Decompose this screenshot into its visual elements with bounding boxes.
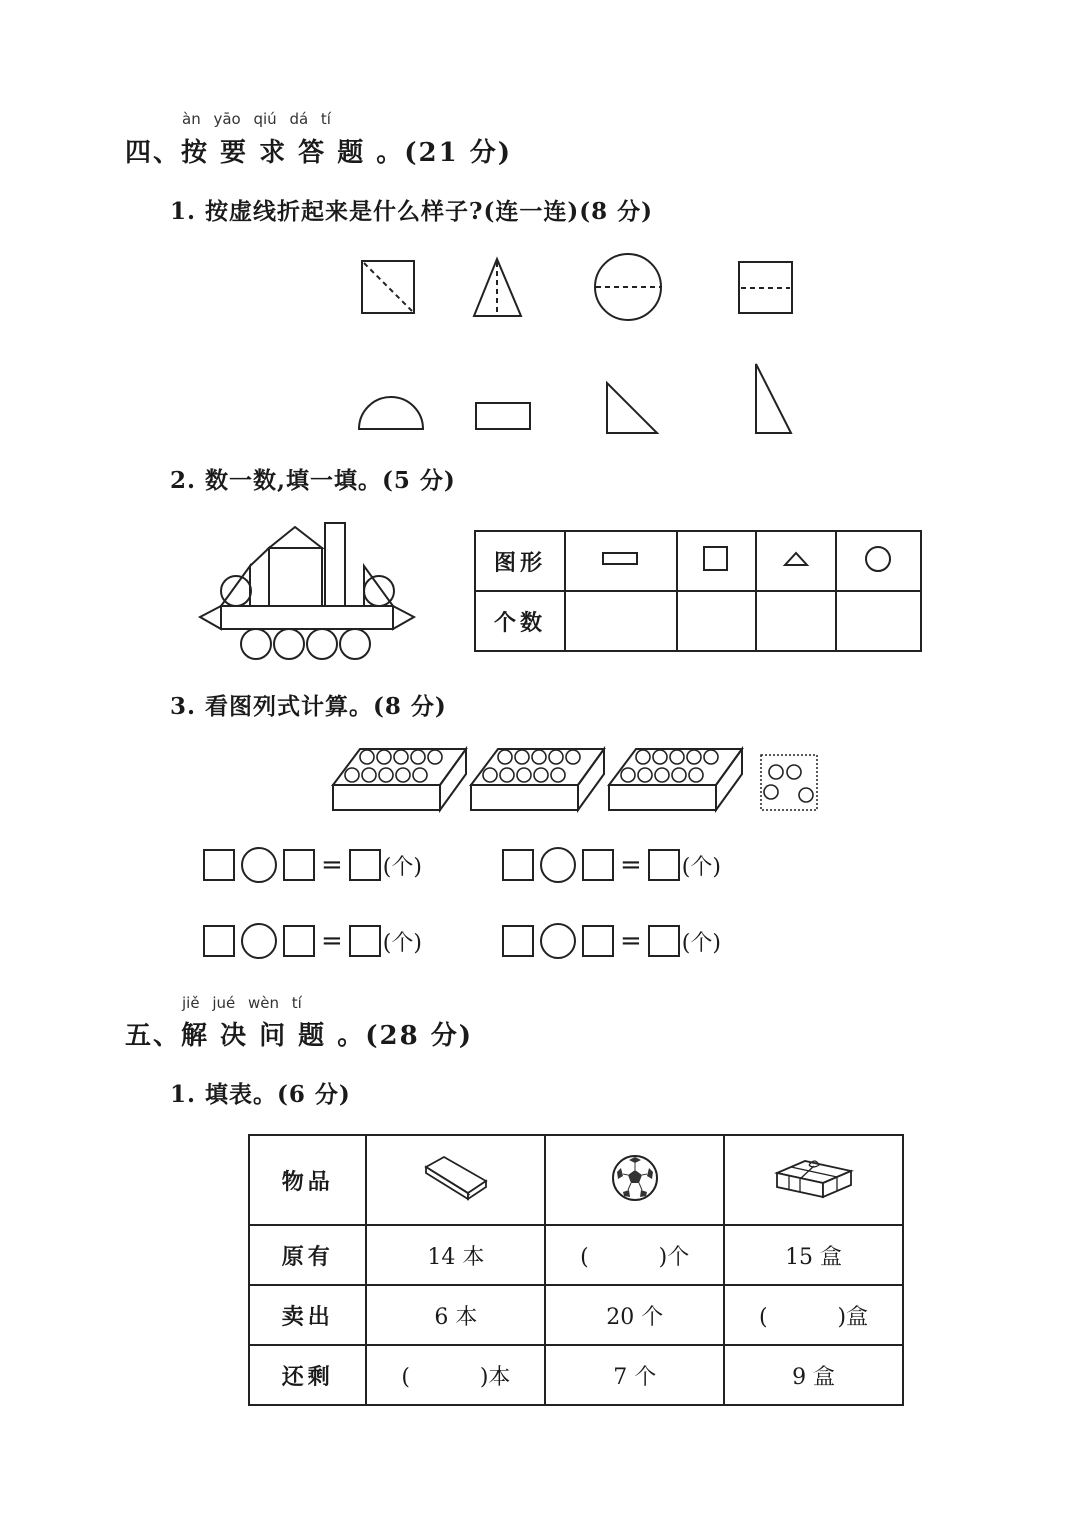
equals-sign: = — [620, 850, 642, 880]
section5-pinyin: jiě jué wèn tí — [182, 994, 302, 1012]
answer-box[interactable] — [349, 849, 381, 881]
book-cell — [366, 1135, 545, 1225]
equation-2 — [502, 847, 721, 883]
football-icon — [609, 1152, 661, 1204]
q2-title: 2. 数一数,填一填。(5 分) — [170, 467, 456, 494]
unit-label: (个) — [681, 930, 721, 956]
gift-box-icon — [775, 1155, 853, 1201]
answer-box[interactable] — [648, 849, 680, 881]
row-label: 原有 — [249, 1225, 366, 1285]
answer-box[interactable] — [502, 849, 534, 881]
unit-label: (个) — [382, 930, 422, 956]
fill-in-blank[interactable]: ( )个 — [545, 1225, 724, 1285]
fill-in-blank[interactable]: ( )盒 — [724, 1285, 903, 1345]
equals-sign: = — [620, 926, 642, 956]
table-cell: 7 个 — [545, 1345, 724, 1405]
fill-in-blank[interactable]: ( )本 — [366, 1345, 545, 1405]
answer-box[interactable] — [203, 925, 235, 957]
inventory-table — [248, 1134, 904, 1406]
equation-4 — [502, 923, 721, 959]
table-cell: 15 盒 — [724, 1225, 903, 1285]
q1-title: 1. 按虚线折起来是什么样子?(连一连)(8 分) — [170, 198, 654, 225]
answer-box[interactable] — [502, 925, 534, 957]
equals-sign: = — [321, 926, 343, 956]
section5-q1-title: 1. 填表。(6 分) — [170, 1081, 351, 1108]
answer-box[interactable] — [349, 925, 381, 957]
row-label: 还剩 — [249, 1345, 366, 1405]
equals-sign: = — [321, 850, 343, 880]
section4-title: 四、按 要 求 答 题 。(21 分) — [125, 138, 513, 168]
section5-title: 五、解 决 问 题 。(28 分) — [125, 1021, 474, 1051]
unit-label: (个) — [382, 854, 422, 880]
table-cell: 6 本 — [366, 1285, 545, 1345]
operator-circle[interactable] — [241, 923, 277, 959]
operator-circle[interactable] — [540, 923, 576, 959]
operator-circle[interactable] — [241, 847, 277, 883]
operator-circle[interactable] — [540, 847, 576, 883]
answer-box[interactable] — [582, 849, 614, 881]
count-header: 个数 — [475, 591, 565, 651]
answer-box[interactable] — [582, 925, 614, 957]
answer-box[interactable] — [283, 925, 315, 957]
egg-tray-icon — [333, 749, 466, 810]
unit-label: (个) — [681, 854, 721, 880]
q3-title: 3. 看图列式计算。(8 分) — [170, 693, 447, 720]
section4-pinyin: àn yāo qiú dá tí — [182, 110, 331, 128]
answer-box[interactable] — [648, 925, 680, 957]
table-cell: 20 个 — [545, 1285, 724, 1345]
equation-1 — [203, 847, 422, 883]
gift-box-cell — [724, 1135, 903, 1225]
item-header: 物品 — [249, 1135, 366, 1225]
book-icon — [424, 1155, 488, 1201]
equation-3 — [203, 923, 422, 959]
shape-header: 图形 — [475, 531, 565, 591]
row-label: 卖出 — [249, 1285, 366, 1345]
table-cell: 14 本 — [366, 1225, 545, 1285]
answer-box[interactable] — [203, 849, 235, 881]
table-cell: 9 盒 — [724, 1345, 903, 1405]
answer-box[interactable] — [283, 849, 315, 881]
football-cell — [545, 1135, 724, 1225]
loose-eggs-icon — [761, 755, 817, 810]
